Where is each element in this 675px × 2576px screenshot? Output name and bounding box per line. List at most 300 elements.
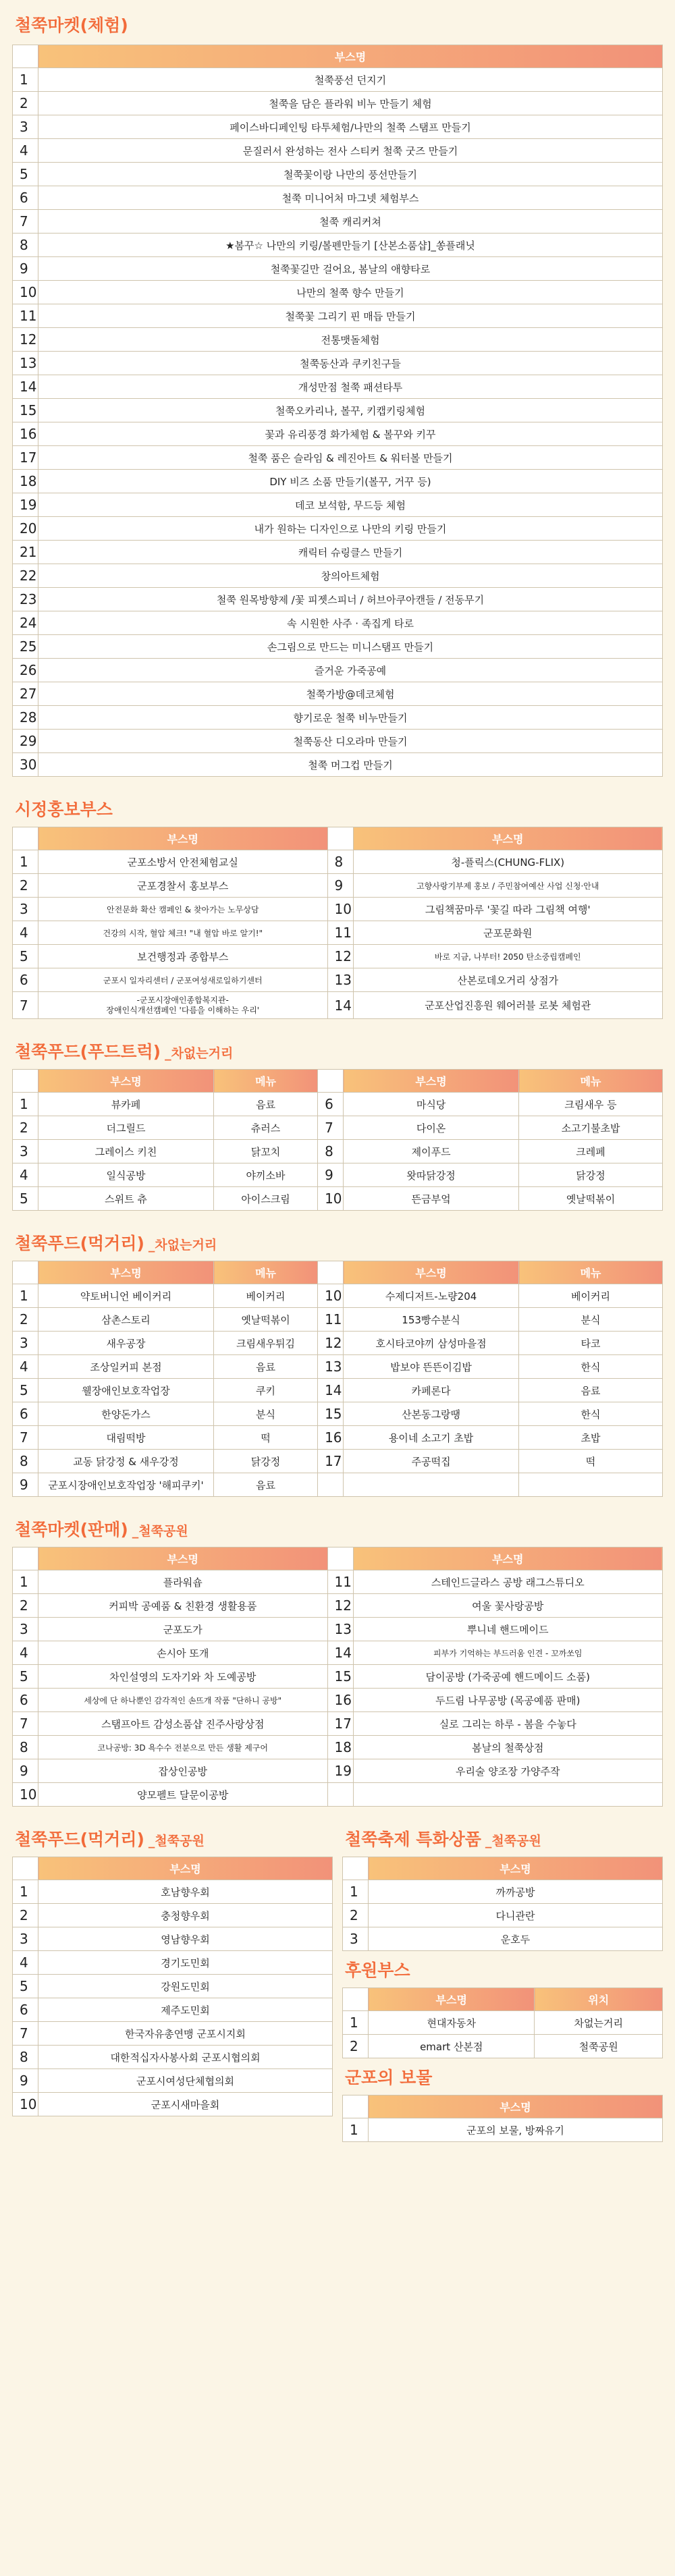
row-number: 9 — [13, 1473, 38, 1497]
row-number: 26 — [13, 659, 38, 682]
table-row — [13, 493, 663, 517]
booth-name: 여울 꽃사랑공방 — [353, 1594, 662, 1618]
column-header: 부스명 — [369, 2095, 663, 2118]
table-row — [13, 968, 663, 992]
booth-name: 양모펠트 달문이공방 — [38, 1783, 328, 1807]
table-row — [343, 1904, 663, 1927]
booth-name: 속 시원한 사주 · 족집게 타로 — [38, 611, 663, 635]
booth-name: 문질러서 완성하는 전사 스티커 철쭉 굿즈 만들기 — [38, 139, 663, 163]
booth-name: 교동 닭강정 & 새우강정 — [38, 1450, 214, 1473]
row-number: 13 — [318, 1355, 344, 1379]
row-number: 9 — [13, 2069, 38, 2093]
row-number: 8 — [318, 1140, 344, 1163]
booth-name: 왓따닭강정 — [344, 1163, 519, 1187]
booth-name: 철쭉풍선 던지기 — [38, 68, 663, 92]
menu-cell: 음료 — [214, 1355, 318, 1379]
menu-cell: 음료 — [519, 1379, 663, 1402]
table-row — [13, 1187, 663, 1211]
table-row — [13, 1473, 663, 1497]
row-number: 18 — [327, 1736, 353, 1759]
row-number: 7 — [318, 1116, 344, 1140]
booth-name: 군포시장애인보호작업장 '해피쿠키' — [38, 1473, 214, 1497]
table-row — [13, 2046, 333, 2069]
menu-cell: 한식 — [519, 1355, 663, 1379]
column-header: 부스명 — [369, 1857, 663, 1880]
row-number: 3 — [13, 1332, 38, 1355]
booth-name: 대한적십자사봉사회 군포시협의회 — [38, 2046, 333, 2069]
menu-cell: 닭꼬치 — [214, 1140, 318, 1163]
booth-name: 군포도가 — [38, 1618, 328, 1641]
booth-name: 바로 지금, 나부터! 2050 탄소중립캠페인 — [353, 945, 662, 968]
booth-name: 창의아트체험 — [38, 564, 663, 588]
section-title-food-street: 철쭉푸드(먹거리) _차없는거리 — [15, 1234, 217, 1253]
row-number: 22 — [13, 564, 38, 588]
treasure-table — [342, 2095, 663, 2142]
row-number: 13 — [13, 352, 38, 375]
row-number: 4 — [13, 921, 38, 945]
row-number: 5 — [13, 1975, 38, 1998]
row-number: 16 — [327, 1689, 353, 1712]
row-number: 12 — [327, 945, 353, 968]
table-row — [13, 375, 663, 399]
row-number: 12 — [13, 328, 38, 352]
row-number: 9 — [13, 1759, 38, 1783]
row-number: 25 — [13, 635, 38, 659]
table-row — [13, 1998, 333, 2022]
booth-name: 꽃과 유리풍경 화가체험 & 볼꾸와 키꾸 — [38, 422, 663, 446]
table-row — [13, 1116, 663, 1140]
table-row — [343, 1927, 663, 1951]
row-number: 14 — [318, 1379, 344, 1402]
table-row — [13, 186, 663, 210]
row-number: 18 — [13, 470, 38, 493]
row-number: 2 — [343, 2035, 369, 2058]
booth-name: 세상에 단 하나뿐인 감각적인 손뜨개 작품 "단하니 공방" — [38, 1689, 328, 1712]
menu-cell: 아이스크림 — [214, 1187, 318, 1211]
booth-name: 군포시 일자리센터 / 군포여성새로일하기센터 — [38, 968, 328, 992]
row-number: 12 — [327, 1594, 353, 1618]
row-number: 11 — [327, 921, 353, 945]
row-number: 21 — [13, 541, 38, 564]
table-row — [13, 68, 663, 92]
section-title-food-park: 철쭉푸드(먹거리) _철쭉공원 — [15, 1830, 205, 1849]
menu-cell: 분식 — [214, 1402, 318, 1426]
column-header: 메뉴 — [519, 1261, 663, 1284]
booth-name: 수제디저트-노량204 — [344, 1284, 519, 1308]
row-number: 7 — [13, 1426, 38, 1450]
table-row — [13, 992, 663, 1019]
row-number: 5 — [13, 1187, 38, 1211]
row-number: 14 — [327, 1641, 353, 1665]
booth-name: 충청향우회 — [38, 1904, 333, 1927]
table-row — [343, 2035, 663, 2058]
booth-name: DIY 비즈 소품 만들기(볼꾸, 거꾸 등) — [38, 470, 663, 493]
booth-name: ★봄꾸☆ 나만의 키링/볼펜만들기 [산본소품샵]_쏭플래닛 — [38, 234, 663, 257]
sponsor-table — [342, 1988, 663, 2058]
menu-cell: 떡 — [519, 1450, 663, 1473]
food-street-table — [12, 1261, 663, 1497]
booth-name: 담이공방 (가죽공예 핸드메이드 소품) — [353, 1665, 662, 1689]
table-row — [13, 1450, 663, 1473]
menu-cell: 떡 — [214, 1426, 318, 1450]
table-row — [13, 1712, 663, 1736]
row-number: 2 — [13, 92, 38, 115]
row-number: 6 — [13, 1689, 38, 1712]
row-number: 1 — [13, 1880, 38, 1904]
booth-name: 군포시새마을회 — [38, 2093, 333, 2116]
booth-name: 경기도민회 — [38, 1951, 333, 1975]
location-cell: 철쭉공원 — [535, 2035, 663, 2058]
column-header: 메뉴 — [214, 1070, 318, 1093]
booth-name: 개성만점 철쭉 패션타투 — [38, 375, 663, 399]
food-truck-table — [12, 1069, 663, 1211]
booth-name: 호시타코야끼 삼성마을점 — [344, 1332, 519, 1355]
row-number: 20 — [13, 517, 38, 541]
menu-cell: 닭강정 — [519, 1163, 663, 1187]
row-number: 12 — [318, 1332, 344, 1355]
row-number: 15 — [13, 399, 38, 422]
row-number: 8 — [13, 234, 38, 257]
booth-name: 캐릭터 슈링클스 만들기 — [38, 541, 663, 564]
table-row — [13, 1689, 663, 1712]
row-number: 14 — [13, 375, 38, 399]
table-row — [343, 1880, 663, 1904]
table-row — [13, 1093, 663, 1116]
booth-name: 철쭉꽃이랑 나만의 풍선만들기 — [38, 163, 663, 186]
table-row — [13, 1379, 663, 1402]
table-row — [13, 1426, 663, 1450]
row-number: 7 — [13, 992, 38, 1019]
table-row — [13, 1736, 663, 1759]
row-number: 14 — [327, 992, 353, 1019]
menu-cell: 옛날떡볶이 — [519, 1187, 663, 1211]
booth-name: 페이스바디페인팅 타투체험/나만의 철쭉 스탬프 만들기 — [38, 115, 663, 139]
section-title-market-experience: 철쭉마켓(체험) — [15, 16, 128, 35]
table-row — [13, 446, 663, 470]
row-number: 16 — [318, 1426, 344, 1450]
booth-name: 철쭉 원목방향제 /꽃 피젯스피너 / 허브아쿠아캔들 / 전동무기 — [38, 588, 663, 611]
row-number: 13 — [327, 968, 353, 992]
booth-name: emart 산본점 — [369, 2035, 535, 2058]
booth-name: 뜬금부엌 — [344, 1187, 519, 1211]
booth-name: 철쭉 미니어처 마그넷 체험부스 — [38, 186, 663, 210]
row-number: 6 — [13, 186, 38, 210]
row-number: 8 — [13, 1450, 38, 1473]
row-number: 17 — [318, 1450, 344, 1473]
booth-name: 군포경찰서 홍보부스 — [38, 874, 328, 898]
row-number: 9 — [327, 874, 353, 898]
row-number: 1 — [13, 68, 38, 92]
row-number: 1 — [343, 2118, 369, 2142]
booth-name: 커피박 공예품 & 친환경 생활용품 — [38, 1594, 328, 1618]
section-title-promo: 시정홍보부스 — [15, 800, 113, 819]
table-row — [13, 1665, 663, 1689]
table-row — [13, 730, 663, 753]
row-number: 5 — [13, 1379, 38, 1402]
column-header: 부스명 — [38, 1261, 214, 1284]
column-header: 부스명 — [344, 1261, 519, 1284]
booth-name: 뿌니네 핸드메이드 — [353, 1618, 662, 1641]
row-number: 3 — [343, 1927, 369, 1951]
booth-name — [344, 1473, 519, 1497]
table-row — [13, 706, 663, 730]
table-row — [13, 921, 663, 945]
booth-name — [353, 1783, 662, 1807]
table-row — [13, 281, 663, 304]
market-experience-table — [12, 45, 663, 777]
row-number: 3 — [13, 115, 38, 139]
column-header: 부스명 — [353, 827, 662, 850]
booth-name: 제이푸드 — [344, 1140, 519, 1163]
row-number: 19 — [327, 1759, 353, 1783]
row-number: 19 — [13, 493, 38, 517]
booth-name: 다이온 — [344, 1116, 519, 1140]
menu-cell: 크림새우 등 — [519, 1093, 663, 1116]
table-row — [13, 1759, 663, 1783]
booth-name: 삼촌스토리 — [38, 1308, 214, 1332]
table-row — [13, 945, 663, 968]
row-number: 17 — [327, 1712, 353, 1736]
row-number: 27 — [13, 682, 38, 706]
table-row — [13, 328, 663, 352]
row-number: 6 — [13, 1402, 38, 1426]
row-number: 1 — [13, 1284, 38, 1308]
table-row — [13, 2022, 333, 2046]
booth-name: 일식공방 — [38, 1163, 214, 1187]
column-header: 부스명 — [353, 1547, 662, 1570]
row-number: 2 — [13, 1308, 38, 1332]
booth-name: 군포의 보물, 방짜유기 — [369, 2118, 663, 2142]
column-header: 부스명 — [344, 1070, 519, 1093]
table-row — [13, 1308, 663, 1332]
table-row — [13, 611, 663, 635]
booth-name: 차인설영의 도자기와 차 도예공방 — [38, 1665, 328, 1689]
table-row — [13, 682, 663, 706]
booth-name: 스위트 츄 — [38, 1187, 214, 1211]
table-row — [13, 399, 663, 422]
table-row — [13, 1641, 663, 1665]
booth-name: 안전문화 확산 캠페인 & 찾아가는 노무상담 — [38, 898, 328, 921]
booth-name: 카페론다 — [344, 1379, 519, 1402]
row-number: 4 — [13, 1355, 38, 1379]
booth-name: 마식당 — [344, 1093, 519, 1116]
row-number: 10 — [318, 1187, 344, 1211]
booth-name: 스탬프아트 감성소품샵 진주사랑상점 — [38, 1712, 328, 1736]
row-number: 6 — [13, 968, 38, 992]
booth-name: 153빵수분식 — [344, 1308, 519, 1332]
booth-name: 군포산업진흥원 웨어러블 로봇 체험관 — [353, 992, 662, 1019]
row-number: 4 — [13, 1951, 38, 1975]
table-row — [13, 1783, 663, 1807]
booth-name: 군포문화원 — [353, 921, 662, 945]
table-row — [13, 115, 663, 139]
row-number: 1 — [13, 1093, 38, 1116]
menu-cell: 옛날떡볶이 — [214, 1308, 318, 1332]
row-number: 7 — [13, 210, 38, 234]
festival-goods-table — [342, 1857, 663, 1951]
booth-name: 제주도민회 — [38, 1998, 333, 2022]
table-row — [13, 1332, 663, 1355]
row-number: 13 — [327, 1618, 353, 1641]
booth-name: 잡상인공방 — [38, 1759, 328, 1783]
table-row — [13, 564, 663, 588]
row-number: 10 — [13, 281, 38, 304]
booth-name: 건강의 시작, 혈압 체크! "내 혈압 바로 알기!" — [38, 921, 328, 945]
booth-name: 강원도민회 — [38, 1975, 333, 1998]
menu-cell: 베이커리 — [519, 1284, 663, 1308]
menu-cell: 분식 — [519, 1308, 663, 1332]
row-number: 8 — [13, 2046, 38, 2069]
row-number: 16 — [13, 422, 38, 446]
row-number: 5 — [13, 945, 38, 968]
booth-name: 우리술 양조장 가양주작 — [353, 1759, 662, 1783]
row-number: 1 — [343, 2011, 369, 2035]
table-row — [13, 898, 663, 921]
booth-name: 철쭉 머그컵 만들기 — [38, 753, 663, 777]
table-row — [13, 234, 663, 257]
section-title-treasure: 군포의 보물 — [345, 2068, 433, 2087]
row-number: 1 — [13, 850, 38, 874]
row-number: 10 — [327, 898, 353, 921]
booth-name: 대림떡방 — [38, 1426, 214, 1450]
table-row — [13, 139, 663, 163]
booth-name: 고향사랑기부제 홍보 / 주민참여예산 사업 신청·안내 — [353, 874, 662, 898]
booth-name: 철쭉동산 디오라마 만들기 — [38, 730, 663, 753]
column-header: 부스명 — [38, 1857, 333, 1880]
table-row — [13, 517, 663, 541]
booth-name: 철쭉 캐리커쳐 — [38, 210, 663, 234]
booth-name: 스테인드글라스 공방 래그스튜디오 — [353, 1570, 662, 1594]
booth-name: 내가 원하는 디자인으로 나만의 키링 만들기 — [38, 517, 663, 541]
row-number: 28 — [13, 706, 38, 730]
booth-name: 피부가 기억하는 부드러움 인견 - 꼬까쏘임 — [353, 1641, 662, 1665]
column-header: 부스명 — [369, 1988, 535, 2011]
booth-name: 산본로데오거리 상점가 — [353, 968, 662, 992]
table-row — [13, 850, 663, 874]
menu-cell: 음료 — [214, 1473, 318, 1497]
row-number: 7 — [13, 1712, 38, 1736]
row-number: 10 — [318, 1284, 344, 1308]
table-row — [13, 1284, 663, 1308]
booth-name: 코나공방: 3D 욕수수 전분으로 만든 생활 제구어 — [38, 1736, 328, 1759]
booth-name: 한양돈가스 — [38, 1402, 214, 1426]
menu-cell: 한식 — [519, 1402, 663, 1426]
booth-name: 한국자유총연맹 군포시지회 — [38, 2022, 333, 2046]
row-number: 10 — [13, 2093, 38, 2116]
booth-name: 현대자동차 — [369, 2011, 535, 2035]
menu-cell: 크레페 — [519, 1140, 663, 1163]
menu-cell: 타코 — [519, 1332, 663, 1355]
table-row — [13, 635, 663, 659]
table-row — [13, 1951, 333, 1975]
row-number: 2 — [343, 1904, 369, 1927]
booth-name: 그레이스 키친 — [38, 1140, 214, 1163]
row-number: 29 — [13, 730, 38, 753]
booth-name: 철쭉을 담은 플라워 비누 만들기 체험 — [38, 92, 663, 115]
table-row — [13, 470, 663, 493]
table-row — [13, 1163, 663, 1187]
booth-name: 까까공방 — [369, 1880, 663, 1904]
column-header: 위치 — [535, 1988, 663, 2011]
booth-name: 데코 보석함, 무드등 체험 — [38, 493, 663, 517]
booth-name: 군포소방서 안전체험교실 — [38, 850, 328, 874]
row-number: 5 — [13, 1665, 38, 1689]
row-number: 15 — [327, 1665, 353, 1689]
menu-cell: 초밥 — [519, 1426, 663, 1450]
booth-name: 뷰카페 — [38, 1093, 214, 1116]
column-header: 부스명 — [38, 1070, 214, 1093]
row-number: 6 — [13, 1998, 38, 2022]
booth-name: 철쭉가방@데코체험 — [38, 682, 663, 706]
row-number: 24 — [13, 611, 38, 635]
section-title-festival-goods: 철쭉축제 특화상품 _철쭉공원 — [345, 1830, 541, 1849]
table-row — [13, 753, 663, 777]
booth-name: 조상일커피 본점 — [38, 1355, 214, 1379]
booth-name: 영남향우회 — [38, 1927, 333, 1951]
row-number: 1 — [343, 1880, 369, 1904]
booth-name: 철쭉오카리나, 볼꾸, 키캡키링체험 — [38, 399, 663, 422]
menu-cell: 소고기불초밥 — [519, 1116, 663, 1140]
row-number: 2 — [13, 1116, 38, 1140]
column-header: 메뉴 — [214, 1261, 318, 1284]
booth-name: 향기로운 철쭉 비누만들기 — [38, 706, 663, 730]
booth-name: 철쭉 품은 슬라임 & 레진아트 & 워터볼 만들기 — [38, 446, 663, 470]
table-row — [13, 1594, 663, 1618]
row-number — [327, 1783, 353, 1807]
menu-cell: 크림새우튀김 — [214, 1332, 318, 1355]
table-row — [13, 588, 663, 611]
column-header: 부스명 — [38, 827, 328, 850]
row-number: 4 — [13, 1641, 38, 1665]
row-number: 4 — [13, 139, 38, 163]
table-row — [13, 1355, 663, 1379]
row-number: 4 — [13, 1163, 38, 1187]
booth-name: 철쭉동산과 쿠키친구들 — [38, 352, 663, 375]
row-number: 3 — [13, 1927, 38, 1951]
column-header: 부스명 — [38, 1547, 328, 1570]
row-number: 2 — [13, 874, 38, 898]
row-number: 3 — [13, 1618, 38, 1641]
row-number: 8 — [13, 1736, 38, 1759]
table-row — [13, 1975, 333, 1998]
row-number: 9 — [318, 1163, 344, 1187]
row-number: 5 — [13, 163, 38, 186]
booth-name: 실로 그리는 하루 - 봄을 수놓다 — [353, 1712, 662, 1736]
table-row — [13, 304, 663, 328]
row-number: 30 — [13, 753, 38, 777]
booth-name: 새우공장 — [38, 1332, 214, 1355]
booth-name: 용이네 소고기 초밥 — [344, 1426, 519, 1450]
booth-name: 철쭉꽃 그리기 핀 매듭 만들기 — [38, 304, 663, 328]
row-number: 17 — [13, 446, 38, 470]
row-number: 23 — [13, 588, 38, 611]
table-row — [13, 352, 663, 375]
row-number: 11 — [318, 1308, 344, 1332]
booth-name: 철쭉꽃길만 걸어요, 봄날의 애향타로 — [38, 257, 663, 281]
table-row — [13, 1402, 663, 1426]
booth-name: 청-플릭스(CHUNG-FLIX) — [353, 850, 662, 874]
booth-name: 나만의 철쭉 향수 만들기 — [38, 281, 663, 304]
row-number: 6 — [318, 1093, 344, 1116]
table-row — [13, 1140, 663, 1163]
booth-name: 봄날의 철쭉상점 — [353, 1736, 662, 1759]
menu-cell: 베이커리 — [214, 1284, 318, 1308]
booth-name: 운호두 — [369, 1927, 663, 1951]
column-header: 메뉴 — [519, 1070, 663, 1093]
table-row — [13, 541, 663, 564]
row-number: 2 — [13, 1904, 38, 1927]
row-number: 9 — [13, 257, 38, 281]
